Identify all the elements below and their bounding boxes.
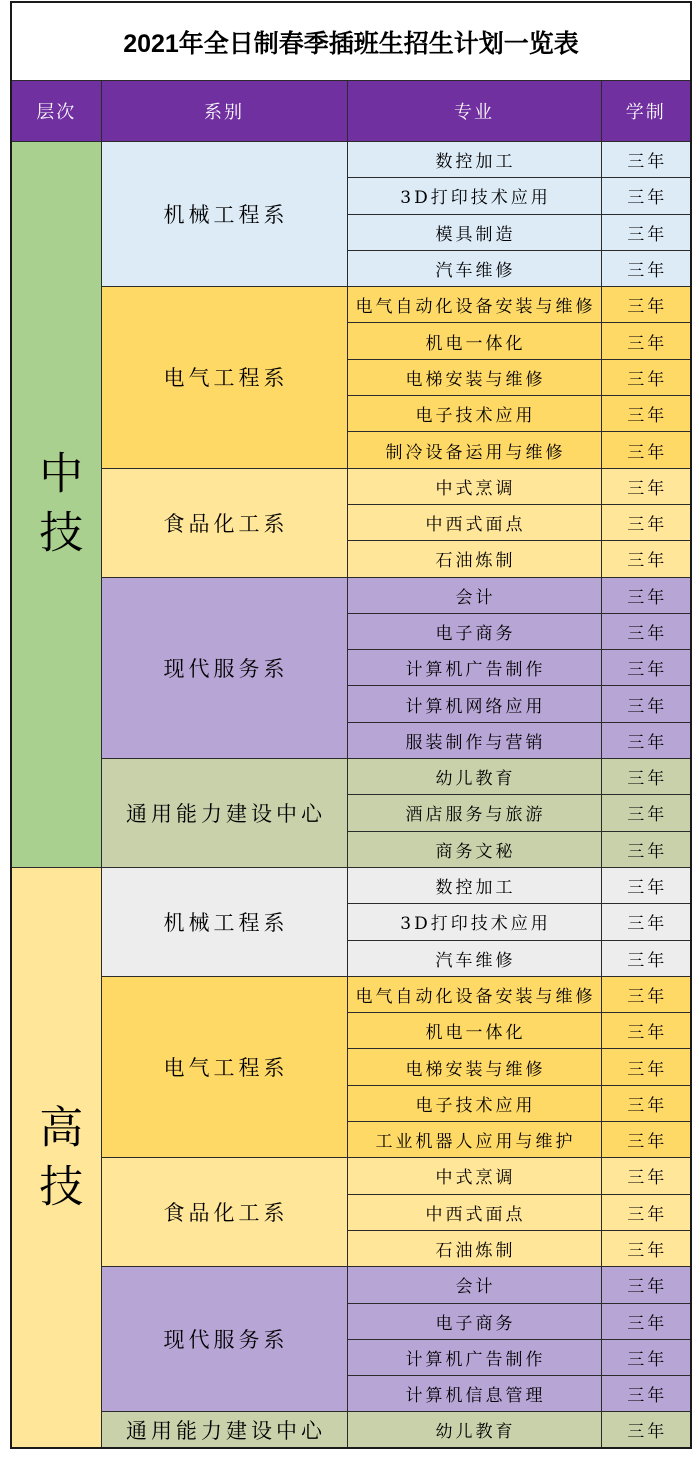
major-cell: 3D打印技术应用 [347,904,601,940]
duration-cell: 三年 [601,1339,691,1375]
major-cell: 电梯安装与维修 [347,1049,601,1085]
major-cell: 电子商务 [347,613,601,649]
table-row [11,577,691,613]
duration-cell: 三年 [601,1013,691,1049]
page-title: 2021年全日制春季插班生招生计划一览表 [11,2,691,81]
enrollment-plan-table [10,1,692,1449]
major-cell: 中西式面点 [347,1194,601,1230]
duration-cell: 三年 [601,504,691,540]
title-row [11,2,691,81]
major-cell: 机电一体化 [347,1013,601,1049]
major-cell: 模具制造 [347,214,601,250]
duration-cell: 三年 [601,468,691,504]
department-cell: 机械工程系 [101,867,347,976]
table-row [11,867,691,903]
department-cell: 电气工程系 [101,287,347,468]
level-cell [11,142,101,868]
department-cell: 电气工程系 [101,976,347,1157]
major-cell: 机电一体化 [347,323,601,359]
duration-cell: 三年 [601,142,691,178]
duration-cell: 三年 [601,940,691,976]
major-cell: 制冷设备运用与维修 [347,432,601,468]
table-row [11,142,691,178]
header-row [11,81,691,142]
duration-cell: 三年 [601,759,691,795]
duration-cell: 三年 [601,214,691,250]
department-cell: 现代服务系 [101,1267,347,1412]
duration-cell: 三年 [601,867,691,903]
level-label: 高技 [31,1103,83,1222]
duration-cell: 三年 [601,976,691,1012]
header-department: 系别 [101,81,347,142]
duration-cell: 三年 [601,323,691,359]
duration-cell: 三年 [601,1412,691,1448]
duration-cell: 三年 [601,1230,691,1266]
major-cell: 汽车维修 [347,940,601,976]
major-cell: 数控加工 [347,142,601,178]
major-cell: 幼儿教育 [347,759,601,795]
major-cell: 电子商务 [347,1303,601,1339]
major-cell: 幼儿教育 [347,1412,601,1448]
duration-cell: 三年 [601,396,691,432]
table-row [11,759,691,795]
major-cell: 石油炼制 [347,541,601,577]
level-cell [11,867,101,1448]
major-cell: 电子技术应用 [347,1085,601,1121]
duration-cell: 三年 [601,577,691,613]
major-cell: 汽车维修 [347,250,601,286]
major-cell: 会计 [347,577,601,613]
header-major: 专业 [347,81,601,142]
duration-cell: 三年 [601,287,691,323]
duration-cell: 三年 [601,1194,691,1230]
major-cell: 服装制作与营销 [347,722,601,758]
header-duration: 学制 [601,81,691,142]
duration-cell: 三年 [601,178,691,214]
table-row [11,1158,691,1194]
table-body [11,142,691,1449]
table-row [11,468,691,504]
duration-cell: 三年 [601,1303,691,1339]
major-cell: 3D打印技术应用 [347,178,601,214]
major-cell: 计算机广告制作 [347,650,601,686]
major-cell: 工业机器人应用与维护 [347,1122,601,1158]
header-level: 层次 [11,81,101,142]
table-row [11,1267,691,1303]
major-cell: 石油炼制 [347,1230,601,1266]
duration-cell: 三年 [601,904,691,940]
duration-cell: 三年 [601,722,691,758]
duration-cell: 三年 [601,795,691,831]
major-cell: 中西式面点 [347,504,601,540]
duration-cell: 三年 [601,432,691,468]
table-row [11,976,691,1012]
duration-cell: 三年 [601,1267,691,1303]
major-cell: 中式烹调 [347,1158,601,1194]
level-label: 中技 [31,450,83,569]
department-cell: 食品化工系 [101,468,347,577]
major-cell: 电子技术应用 [347,396,601,432]
table-row [11,287,691,323]
duration-cell: 三年 [601,650,691,686]
major-cell: 电气自动化设备安装与维修 [347,976,601,1012]
major-cell: 电梯安装与维修 [347,359,601,395]
duration-cell: 三年 [601,831,691,867]
department-cell: 通用能力建设中心 [101,759,347,868]
department-cell: 机械工程系 [101,142,347,287]
table-row [11,1412,691,1448]
major-cell: 电气自动化设备安装与维修 [347,287,601,323]
major-cell: 数控加工 [347,867,601,903]
major-cell: 商务文秘 [347,831,601,867]
duration-cell: 三年 [601,250,691,286]
duration-cell: 三年 [601,686,691,722]
duration-cell: 三年 [601,613,691,649]
duration-cell: 三年 [601,1049,691,1085]
major-cell: 计算机网络应用 [347,686,601,722]
major-cell: 计算机广告制作 [347,1339,601,1375]
major-cell: 中式烹调 [347,468,601,504]
major-cell: 计算机信息管理 [347,1376,601,1412]
department-cell: 现代服务系 [101,577,347,758]
duration-cell: 三年 [601,1376,691,1412]
major-cell: 酒店服务与旅游 [347,795,601,831]
department-cell: 通用能力建设中心 [101,1412,347,1448]
duration-cell: 三年 [601,1085,691,1121]
duration-cell: 三年 [601,1158,691,1194]
duration-cell: 三年 [601,1122,691,1158]
duration-cell: 三年 [601,359,691,395]
major-cell: 会计 [347,1267,601,1303]
duration-cell: 三年 [601,541,691,577]
department-cell: 食品化工系 [101,1158,347,1267]
